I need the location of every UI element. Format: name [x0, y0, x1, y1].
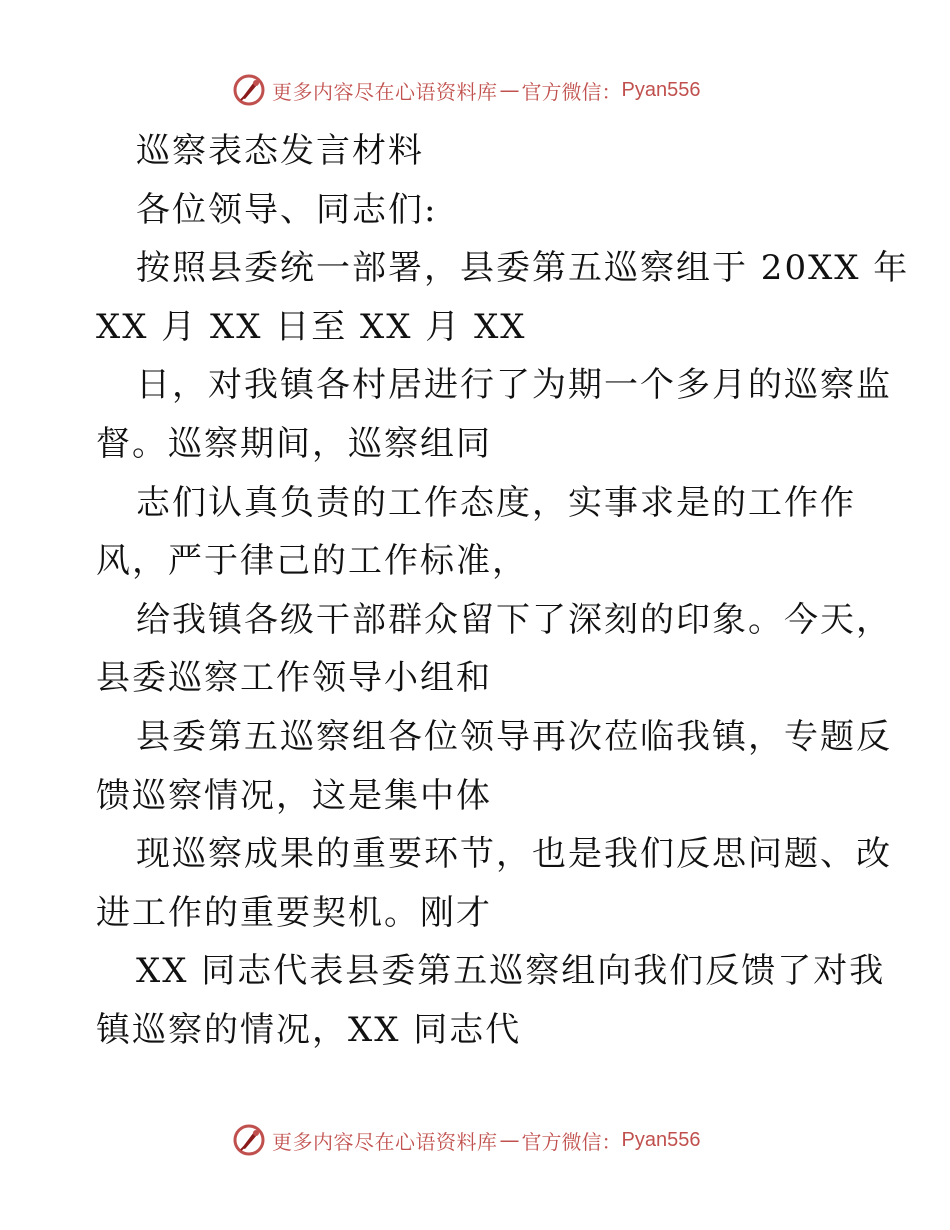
banner-separator: — [499, 78, 520, 102]
banner-wechat-id: Pyan556 [621, 78, 701, 101]
paragraph-line: XX 月 XX 日至 XX 月 XX [96, 306, 527, 347]
banner-text: 更多内容尽在心语资料库 [272, 79, 498, 104]
salutation: 各位领导、同志们: [136, 189, 438, 230]
paragraph-line: 县委巡察工作领导小组和 [96, 658, 492, 699]
paragraph-line: 日，对我镇各村居进行了为期一个多月的巡察监 [136, 365, 892, 406]
paragraph-line: 县委第五巡察组各位领导再次莅临我镇，专题反 [136, 716, 892, 757]
paragraph-line: 给我镇各级干部群众留下了深刻的印象。今天， [136, 599, 892, 640]
document-title: 巡察表态发言材料 [136, 131, 424, 171]
paragraph-line: 镇巡察的情况，XX 同志代 [96, 1009, 522, 1050]
quill-pen-circle-icon [232, 73, 266, 107]
paragraph-line: 现巡察成果的重要环节，也是我们反思问题、改 [136, 834, 892, 875]
document-body [96, 122, 910, 1060]
paragraph-line: 督。巡察期间，巡察组同 [96, 423, 492, 464]
paragraph-line: 志们认真负责的工作态度，实事求是的工作作 [136, 482, 856, 523]
header-banner [232, 72, 700, 108]
banner-separator: — [499, 1128, 520, 1152]
footer-banner [232, 1122, 700, 1158]
banner-wechat-label: 官方微信： [521, 79, 622, 104]
banner-wechat-id: Pyan556 [621, 1128, 701, 1151]
paragraph-line: 按照县委统一部署，县委第五巡察组于 20XX 年 [136, 248, 910, 289]
paragraph-line: XX 同志代表县委第五巡察组向我们反馈了对我 [136, 951, 886, 992]
paragraph-line: 进工作的重要契机。刚才 [96, 892, 492, 933]
banner-wechat-label: 官方微信： [521, 1129, 622, 1154]
banner-text: 更多内容尽在心语资料库 [272, 1129, 498, 1154]
paragraph-line: 风，严于律己的工作标准， [96, 541, 528, 582]
quill-pen-circle-icon [232, 1123, 266, 1157]
paragraph-line: 馈巡察情况，这是集中体 [96, 775, 492, 816]
